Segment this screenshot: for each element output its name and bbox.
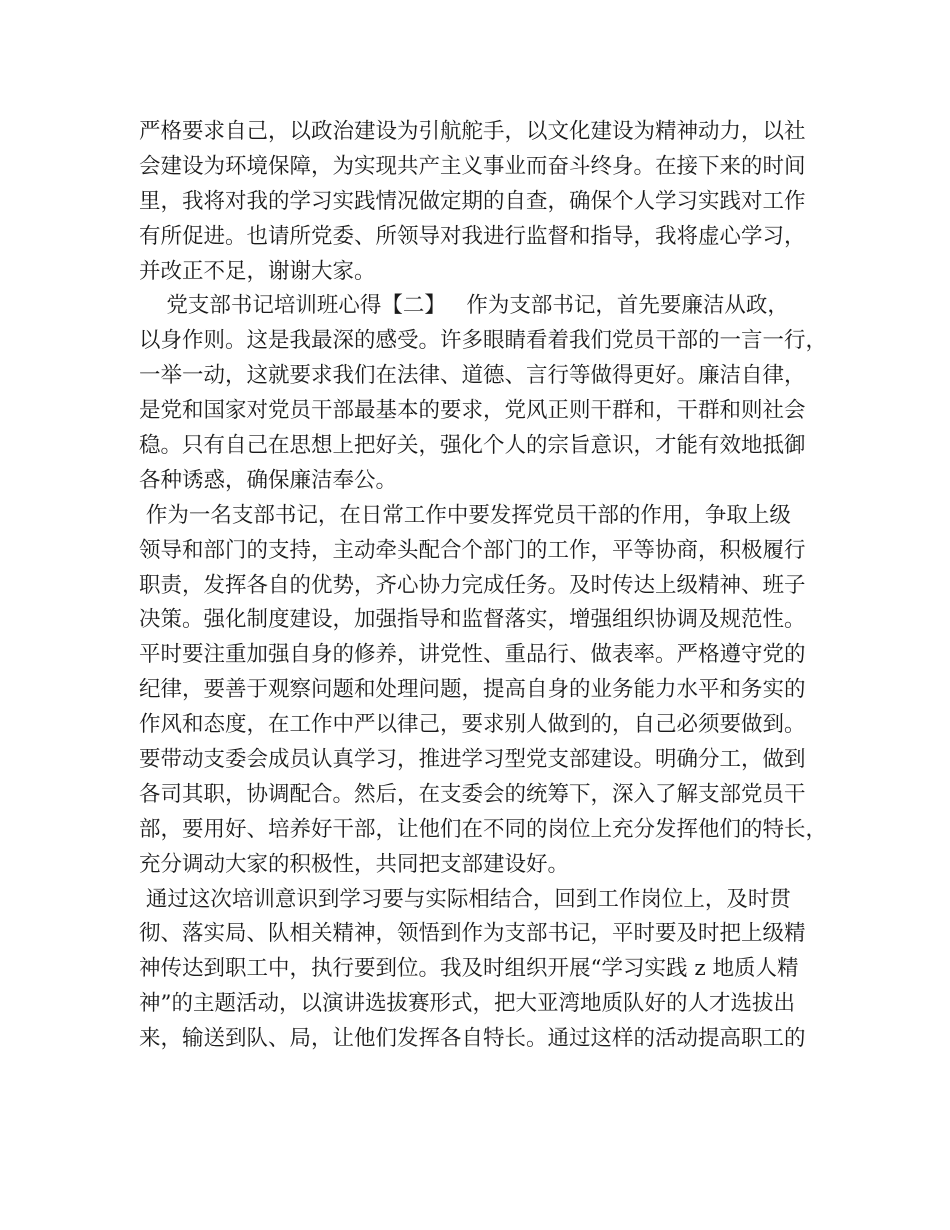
- paragraph-start-line: 通过这次培训意识到学习要与实际相结合，回到工作岗位上，及时贯: [139, 886, 791, 912]
- text-line: 平时要注重加强自身的修养，讲党性、重品行、做表率。严格遵守党的: [139, 642, 806, 668]
- text-line: 决策。强化制度建设，加强指导和监督落实，增强组织协调及规范性。: [139, 607, 806, 633]
- text-line: 并改正不足，谢谢大家。: [139, 258, 376, 284]
- text-line: 一举一动，这就要求我们在法律、道德、言行等做得更好。廉洁自律，: [139, 363, 806, 389]
- text-line: 是党和国家对党员干部最基本的要求，党风正则干群和，干群和则社会: [139, 398, 806, 424]
- text-line: 稳。只有自己在思想上把好关，强化个人的宗旨意识，才能有效地抵御: [139, 433, 806, 459]
- text-line: 职责，发挥各自的优势，齐心协力完成任务。及时传达上级精神、班子: [139, 572, 806, 598]
- section-heading-line: 党支部书记培训班心得【二】 作为支部书记，首先要廉洁从政，: [139, 293, 789, 319]
- text-line: 里，我将对我的学习实践情况做定期的自查，确保个人学习实践对工作: [139, 188, 806, 214]
- text-line: 会建设为环境保障，为实现共产主义事业而奋斗终身。在接下来的时间: [139, 153, 806, 179]
- text-line: 各种诱惑，确保廉洁奉公。: [139, 467, 398, 493]
- text-line: 各司其职，协调配合。然后，在支委会的统筹下，深入了解支部党员干: [139, 781, 806, 807]
- text-line: 神”的主题活动，以演讲选拔赛形式，把大亚湾地质队好的人才选拔出: [139, 991, 795, 1017]
- paragraph-start-line: 作为一名支部书记，在日常工作中要发挥党员干部的作用，争取上级: [139, 502, 791, 528]
- text-line: 神传达到职工中，执行要到位。我及时组织开展“学习实践 z 地质人精: [139, 956, 799, 982]
- text-line: 充分调动大家的积极性，共同把支部建设好。: [139, 851, 570, 877]
- text-line: 部，要用好、培养好干部，让他们在不同的岗位上充分发挥他们的特长，: [139, 816, 828, 842]
- text-line: 要带动支委会成员认真学习，推进学习型党支部建设。明确分工，做到: [139, 747, 806, 773]
- text-line: 有所促进。也请所党委、所领导对我进行监督和指导，我将虚心学习，: [139, 223, 806, 249]
- text-line: 来，输送到队、局，让他们发挥各自特长。通过这样的活动提高职工的: [139, 1026, 806, 1052]
- document-body: [139, 115, 828, 1057]
- text-line: 以身作则。这是我最深的感受。许多眼睛看着我们党员干部的一言一行，: [139, 328, 828, 354]
- text-line: 纪律，要善于观察问题和处理问题，提高自身的业务能力水平和务实的: [139, 677, 806, 703]
- text-line: 领导和部门的支持，主动牵头配合个部门的工作，平等协商，积极履行: [139, 537, 806, 563]
- text-line: 严格要求自己，以政治建设为引航舵手，以文化建设为精神动力，以社: [139, 119, 806, 144]
- text-line: 作风和态度，在工作中严以律己，要求别人做到的，自己必须要做到。: [139, 712, 806, 738]
- text-line: 彻、落实局、队相关精神，领悟到作为支部书记，平时要及时把上级精: [139, 921, 806, 947]
